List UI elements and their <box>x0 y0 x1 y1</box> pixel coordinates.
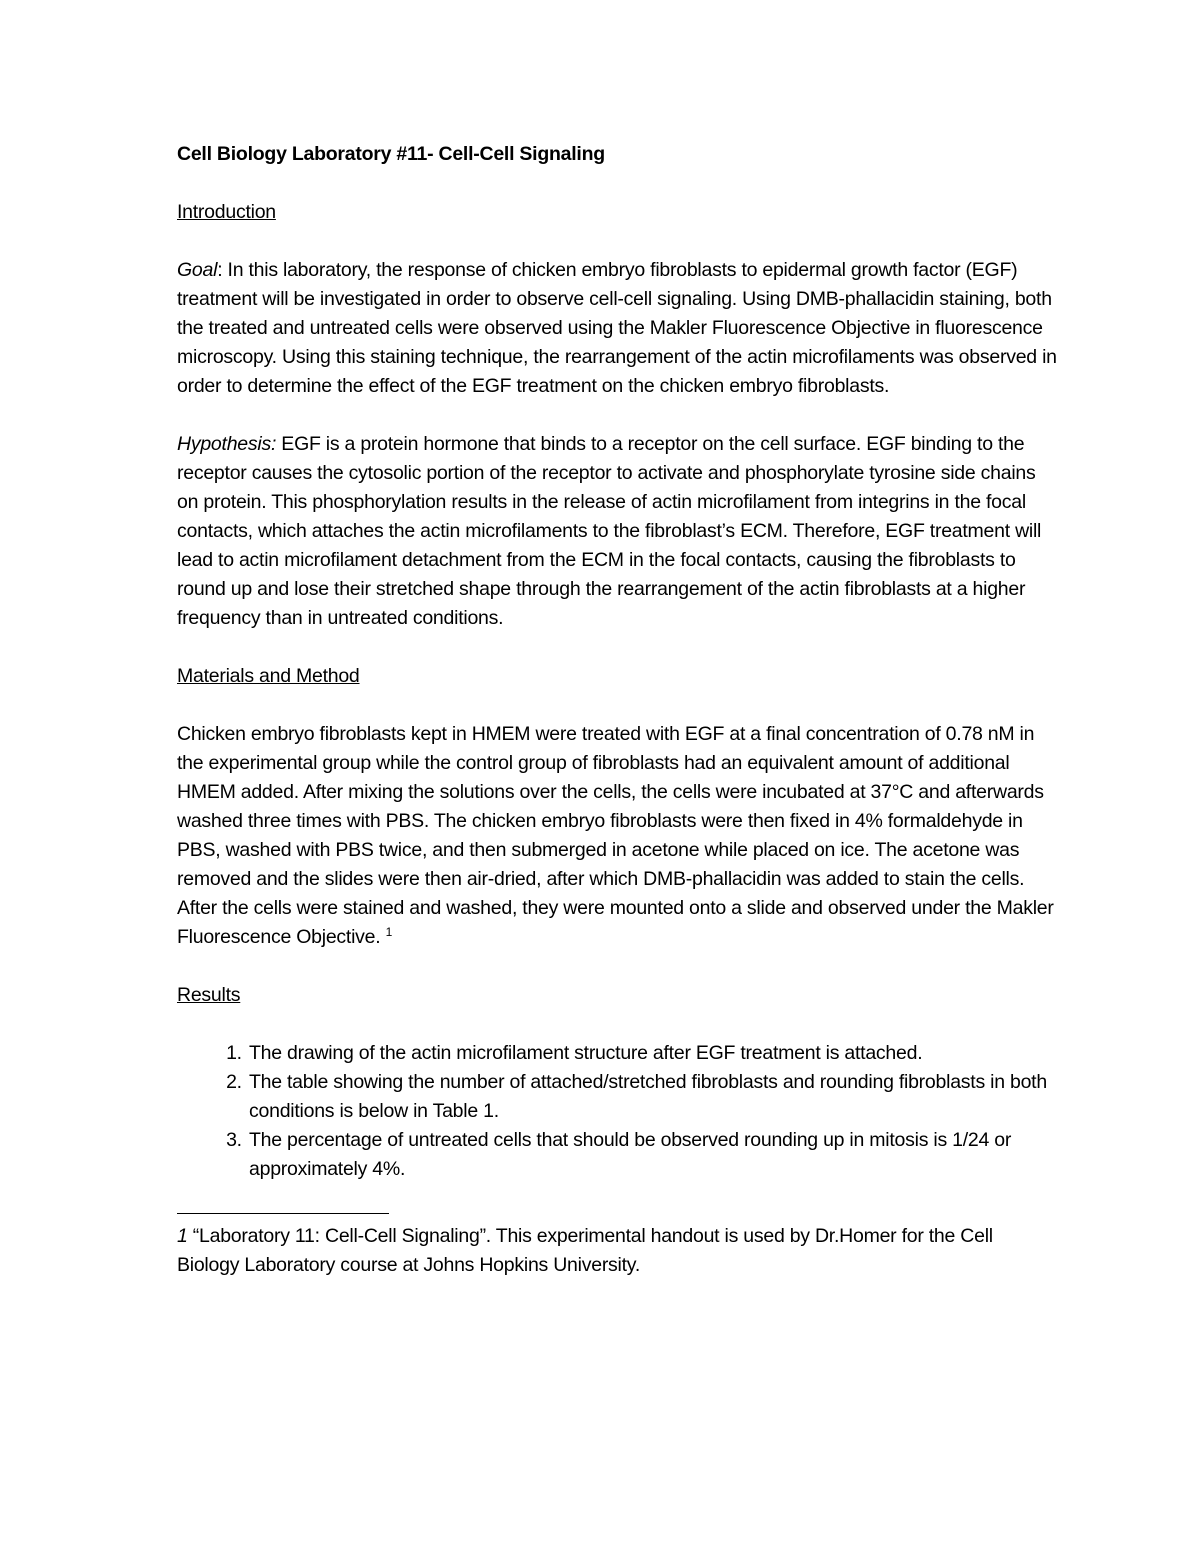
footnote-text: “Laboratory 11: Cell-Cell Signaling”. This experimental handout is used by Dr.Homer for the Cell Biology Laboratory course at Johns Hopkins University. <box>177 1225 993 1276</box>
footnote-separator <box>177 1213 389 1214</box>
results-item: 2. The table showing the number of attached/stretched fibroblasts and rounding fibroblasts in both conditions is below in Table 1. <box>247 1068 1057 1126</box>
results-list <box>177 1039 1057 1184</box>
goal-text: : In this laboratory, the response of chicken embryo fibroblasts to epidermal growth factor (EGF) treatment will be investigated in order to observe cell-cell signaling. Using DMB-phallacidin staining, both the treated and untreated cells were observed using the Makler Fluorescence Objective in fluorescence microscopy. Using this staining technique, the rearrangement of the actin microfilaments was observed in order to determine the effect of the EGF treatment on the chicken embryo fibroblasts. <box>177 259 1057 397</box>
materials-text: Chicken embryo fibroblasts kept in HMEM were treated with EGF at a final concentration of 0.78 nM in the experimental group while the control group of fibroblasts had an equivalent amount of additional HMEM added. After mixing the solutions over the cells, the cells were incubated at 37°C and afterwards washed three times with PBS. The chicken embryo fibroblasts were then fixed in 4% formaldehyde in PBS, washed with PBS twice, and then submerged in acetone while placed on ice. The acetone was removed and the slides were then air-dried, after which DMB-phallacidin was added to stain the cells. After the cells were stained and washed, they were mounted onto a slide and observed under the Makler Fluorescence Objective. <box>177 723 1054 948</box>
goal-paragraph <box>177 256 1057 401</box>
materials-paragraph <box>177 720 1057 952</box>
hypothesis-label: Hypothesis: <box>177 433 277 455</box>
footnote-reference: 1 <box>385 925 393 939</box>
hypothesis-paragraph <box>177 430 1057 633</box>
document-page <box>177 140 1057 1280</box>
introduction-heading: Introduction <box>177 201 276 223</box>
footnote-marker: 1 <box>177 1225 188 1247</box>
materials-heading: Materials and Method <box>177 665 360 687</box>
goal-label: Goal <box>177 259 218 281</box>
results-item: 3. The percentage of untreated cells that should be observed rounding up in mitosis is 1/24 or approximately 4%. <box>247 1126 1057 1184</box>
hypothesis-text: EGF is a protein hormone that binds to a receptor on the cell surface. EGF binding to the receptor causes the cytosolic portion of the receptor to activate and phosphorylate tyrosine side chains on protein. This phosphorylation results in the release of actin microfilament from integrins in the focal contacts, which attaches the actin microfilaments to the fibroblast’s ECM. Therefore, EGF treatment will lead to actin microfilament detachment from the ECM in the focal contacts, causing the fibroblasts to round up and lose their stretched shape through the rearrangement of the actin fibroblasts at a higher frequency than in untreated conditions. <box>177 433 1042 629</box>
footnote <box>177 1222 1057 1280</box>
document-title: Cell Biology Laboratory #11- Cell-Cell Signaling <box>177 143 605 165</box>
results-heading: Results <box>177 984 241 1006</box>
results-item: 1. The drawing of the actin microfilament structure after EGF treatment is attached. <box>247 1039 1057 1068</box>
